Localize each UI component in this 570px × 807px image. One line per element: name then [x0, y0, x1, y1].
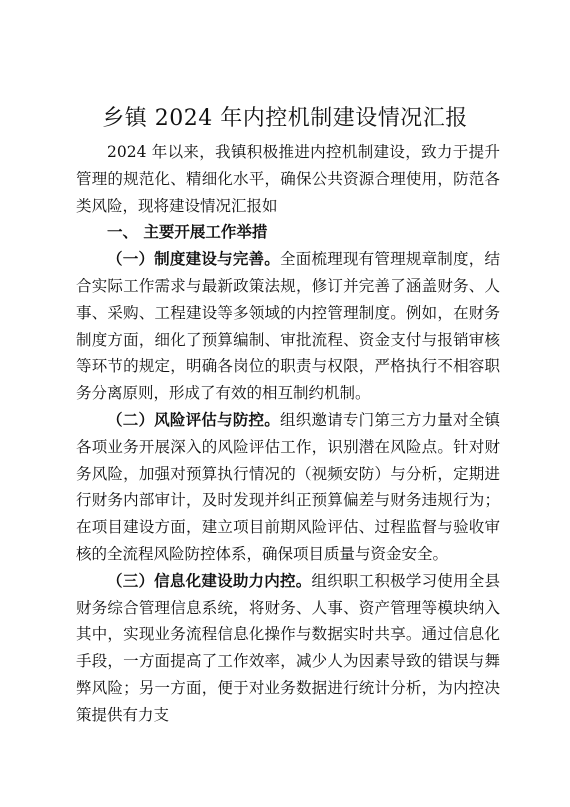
item-label-1: （一）制度建设与完善。 [107, 249, 281, 269]
item-text-1: 全面梳理现有管理规章制度，结合实际工作需求与最新政策法规，修订并完善了涵盖财务、人事、采购、工程建设等多领域的内控管理制度。例如，在财务制度方面，细化了预算编制、审批流程、资金支付与报销审核等环节的规定，明确各岗位的职责与权限，严格执行不相容职务分离原则，形成了有效的相互制约机制。 [76, 250, 500, 403]
intro-paragraph: 2024 年以来，我镇积极推进内控机制建设，致力于提升管理的规范化、精细化水平，确保公共资源合理使用，防范各类风险，现将建设情况汇报如 [76, 143, 500, 215]
item-label-3: （三）信息化建设助力内控。 [107, 570, 312, 590]
item-paragraph-2 [76, 407, 500, 568]
item-paragraph-1 [76, 246, 500, 407]
item-text-3: 组织职工积极学习使用全县财务综合管理信息系统，将财务、人事、资产管理等模块纳入其中，实现业务流程信息化操作与数据实时共享。通过信息化手段，一方面提高了工作效率，减少人为因素导致的错误与舞弊风险；另一方面，便于对业务数据进行统计分析，为内控决策提供有力支 [76, 571, 500, 724]
section-heading: 一、 主要开展工作举措 [107, 222, 268, 242]
item-text-2: 组织邀请专门第三方力量对全镇各项业务开展深入的风险评估工作，识别潜在风险点。针对财务风险，加强对预算执行情况的（视频安防）与分析，定期进行财务内部审计，及时发现并纠正预算偏差与财务违规行为；在项目建设方面，建立项目前期风险评估、过程监督与验收审核的全流程风险防控体系，确保项目质量与资金安全。 [76, 410, 500, 563]
document-body [76, 139, 500, 729]
document-title: 乡镇 2024 年内控机制建设情况汇报 [102, 106, 468, 131]
item-label-2: （二）风险评估与防控。 [107, 409, 281, 429]
item-paragraph-3 [76, 568, 500, 729]
